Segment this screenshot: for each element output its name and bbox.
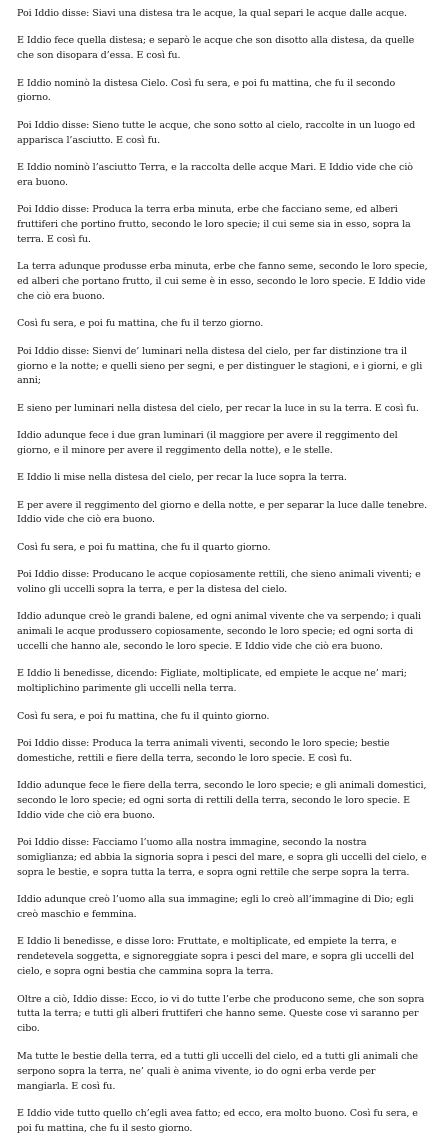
verse-paragraph: Così fu sera, e poi fu mattina, che fu il quinto giorno.	[17, 710, 270, 722]
verse-paragraph: Così fu sera, e poi fu mattina, che fu il terzo giorno.	[17, 318, 264, 330]
verse-paragraph: Ma tutte le bestie della terra, ed a tutti gli uccelli del cielo, ed a tutti gli animali che serpono sopra la terra, ne’ quali è anima vivente, io do ogni erba verde per mangiarla. E così fu.	[17, 1050, 419, 1092]
verse-paragraph: E Iddio li benedisse, e disse loro: Fruttate, e moltiplicate, ed empiete la terra, e rendetevela soggetta, e signoreggiate sopra i pesci del mare, e sopra gli uccelli del cielo, e sopra ogni bestia che cammina sopra la terra.	[17, 936, 414, 978]
verse-paragraph: Iddio adunque creò l’uomo alla sua immagine; egli lo creò all’immagine di Dio; egli creò maschio e femmina.	[17, 894, 414, 921]
verse-paragraph: E Iddio nominò la distesa Cielo. Così fu sera, e poi fu mattina, che fu il secondo giorno.	[17, 77, 396, 104]
verse-paragraph: Iddio adunque fece le fiere della terra, secondo le loro specie; e gli animali domestici, secondo le loro specie; ed ogni sorta di rettili della terra, secondo le loro specie. E Iddio vide che ciò era buono.	[17, 780, 427, 821]
verse-paragraph: Poi Iddio disse: Producano le acque copiosamente rettili, che sieno animali viventi; e volino gli uccelli sopra la terra, e per la distesa del cielo.	[17, 569, 421, 595]
verse-paragraph: E Iddio vide tutto quello ch’egli avea fatto; ed ecco, era molto buono. Così fu sera, e poi fu mattina, che fu il sesto giorno.	[17, 1107, 418, 1134]
verse-paragraph: E sieno per luminari nella distesa del cielo, per recar la luce in su la terra. E così fu.	[17, 402, 419, 414]
verse-paragraph: E Iddio fece quella distesa; e separò le acque che son disotto alla distesa, da quelle che son disopara d’essa. E così fu.	[17, 35, 415, 62]
verse-paragraph: Poi Iddio disse: Produca la terra erba minuta, erbe che facciano seme, ed alberi fruttiferi che portino frutto, secondo le loro specie; il cui seme sia in esso, sopra la terra. E così fu.	[17, 204, 411, 245]
verse-paragraph: Poi Iddio disse: Produca la terra animali viventi, secondo le loro specie; bestie domestiche, rettili e fiere della terra, secondo le loro specie. E così fu.	[17, 737, 390, 764]
verse-paragraph: E per avere il reggimento del giorno e della notte, e per separar la luce dalle tenebre. Iddio vide che ciò era buono.	[17, 499, 428, 526]
verse-paragraph: E Iddio nominò l’asciutto Terra, e la raccolta delle acque Mari. E Iddio vide che ciò era buono.	[17, 161, 413, 188]
verse-paragraph: La terra adunque produsse erba minuta, erbe che fanno seme, secondo le loro specie, ed alberi che portano frutto, il cui seme è in esso, secondo le loro specie. E Iddio vide che ciò era buono.	[17, 261, 428, 303]
verse-paragraph: E Iddio li mise nella distesa del cielo, per recar la luce sopra la terra.	[17, 472, 347, 484]
verse-paragraph: Poi Iddio disse: Sienvi de’ luminari nella distesa del cielo, per far distinzione tra il giorno e la notte; e quelli sieno per segni, e per distinguer le stagioni, e i giorni, e gli anni;	[17, 345, 423, 387]
verse-paragraph: Così fu sera, e poi fu mattina, che fu il quarto giorno.	[17, 541, 271, 553]
verse-paragraph: Poi Iddio disse: Facciamo l’uomo alla nostra immagine, secondo la nostra somiglianza; ed abbia la signoria sopra i pesci del mare, e sopra gli uccelli del cielo, e sopra le bestie, e sopra tutta la terra, e sopra ogni rettile che serpe sopra la terra.	[17, 837, 427, 878]
verse-paragraph: E Iddio li benedisse, dicendo: Figliate, moltiplicate, ed empiete le acque ne’ mari; moltiplichino parimente gli uccelli nella terra.	[17, 668, 407, 695]
verse-paragraph: Poi Iddio disse: Sieno tutte le acque, che sono sotto al cielo, raccolte in un luogo ed apparisca l’asciutto. E così fu.	[17, 119, 416, 146]
verse-paragraph: Iddio adunque creò le grandi balene, ed ogni animal vivente che va serpendo; i quali animali le acque produssero copiosamente, secondo le loro specie; ed ogni sorta di uccelli che hanno ale, secondo le loro specie. E Iddio vide che ciò era buono.	[17, 611, 422, 653]
verse-paragraph: Oltre a ciò, Iddio disse: Ecco, io vi do tutte l’erbe che producono seme, che son sopra tutta la terra; e tutti gli alberi fruttiferi che hanno seme. Queste cose vi saranno per cibo.	[17, 993, 425, 1035]
verse-paragraph: Iddio adunque fece i due gran luminari (il maggiore per avere il reggimento del giorno, e il minore per avere il reggimento della notte), e le stelle.	[17, 430, 398, 456]
verse-paragraph: Poi Iddio disse: Siavi una distesa tra le acque, la qual separi le acque dalle acque.	[17, 8, 407, 19]
